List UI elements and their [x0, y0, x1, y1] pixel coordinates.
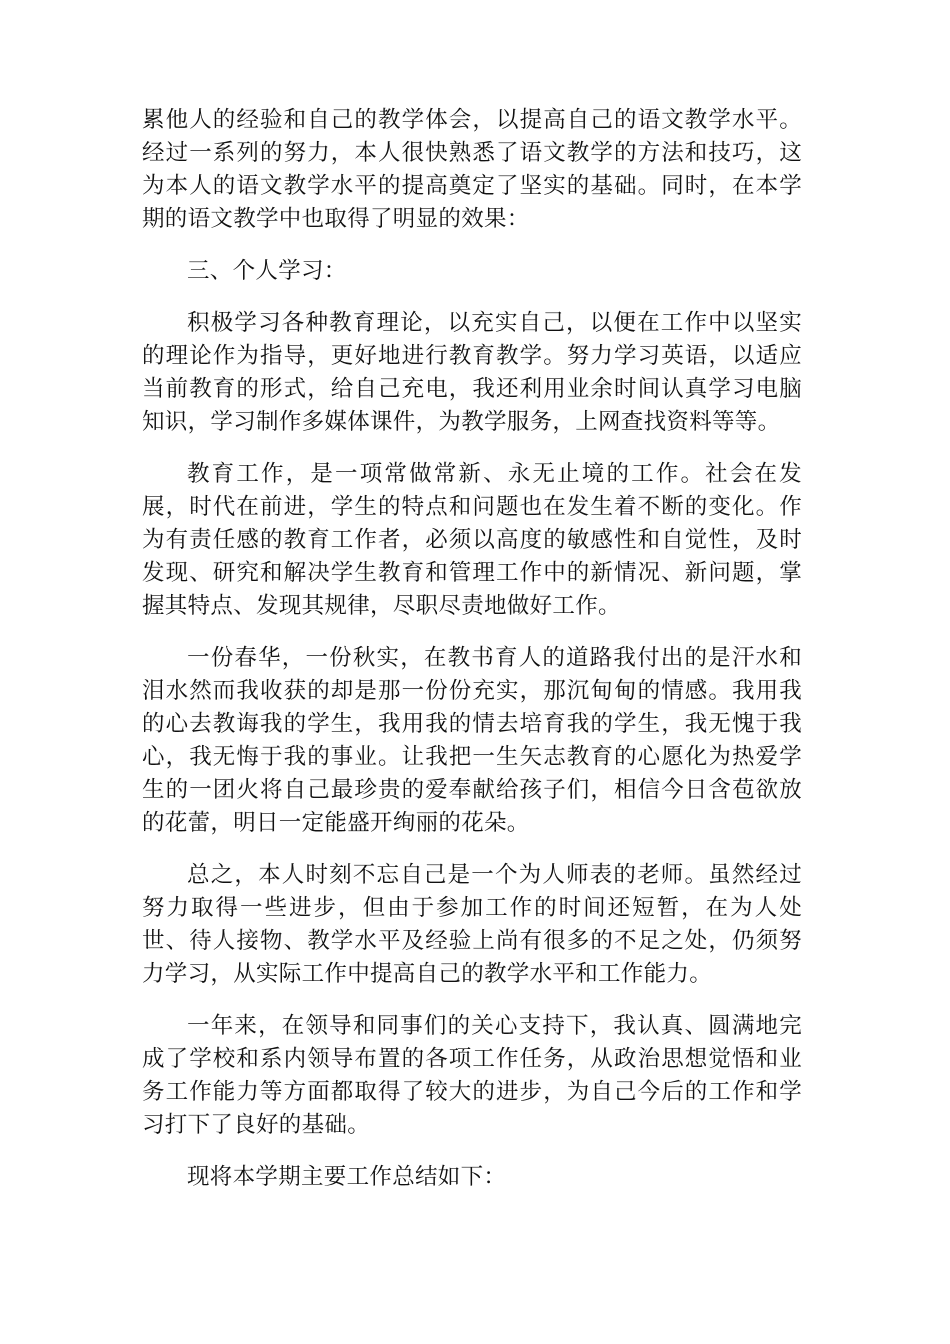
paragraph-in-summary: 总之，本人时刻不忘自己是一个为人师表的老师。虽然经过努力取得一些进步，但由于参加工作的时间还短暂，在为人处世、待人接物、教学水平及经验上尚有很多的不足之处，仍须努力学习，从实际工作中提高自己的教学水平和工作能力。	[142, 862, 802, 987]
section-heading-personal-study: 三、个人学习：	[187, 258, 347, 284]
paragraph-continued: 累他人的经验和自己的教学体会，以提高自己的语文教学水平。经过一系列的努力，本人很快熟悉了语文教学的方法和技巧，这为本人的语文教学水平的提高奠定了坚实的基础。同时，在本学期的语文教学中也取得了明显的效果：	[142, 107, 802, 232]
paragraph-past-year: 一年来，在领导和同事们的关心支持下，我认真、圆满地完成了学校和系内领导布置的各项工作任务，从政治思想觉悟和业务工作能力等方面都取得了较大的进步，为自己今后的工作和学习打下了良好的基础。	[142, 1013, 802, 1138]
paragraph-spring-autumn: 一份春华，一份秋实，在教书育人的道路我付出的是汗水和泪水然而我收获的却是那一份份充实，那沉甸甸的情感。我用我的心去教诲我的学生，我用我的情去培育我的学生，我无愧于我心，我无悔于我的事业。让我把一生矢志教育的心愿化为热爱学生的一团火将自己最珍贵的爱奉献给孩子们，相信今日含苞欲放的花蕾，明日一定能盛开绚丽的花朵。	[142, 645, 802, 836]
paragraph-study: 积极学习各种教育理论，以充实自己，以便在工作中以坚实的理论作为指导，更好地进行教育教学。努力学习英语，以适应当前教育的形式，给自己充电，我还利用业余时间认真学习电脑知识，学习制作多媒体课件，为教学服务，上网查找资料等等。	[142, 310, 802, 435]
paragraph-education-work: 教育工作，是一项常做常新、永无止境的工作。社会在发展，时代在前进，学生的特点和问题也在发生着不断的变化。作为有责任感的教育工作者，必须以高度的敏感性和自觉性，及时发现、研究和解决学生教育和管理工作中的新情况、新问题，掌握其特点、发现其规律，尽职尽责地做好工作。	[142, 461, 802, 619]
paragraph-summary-intro: 现将本学期主要工作总结如下：	[187, 1164, 507, 1190]
